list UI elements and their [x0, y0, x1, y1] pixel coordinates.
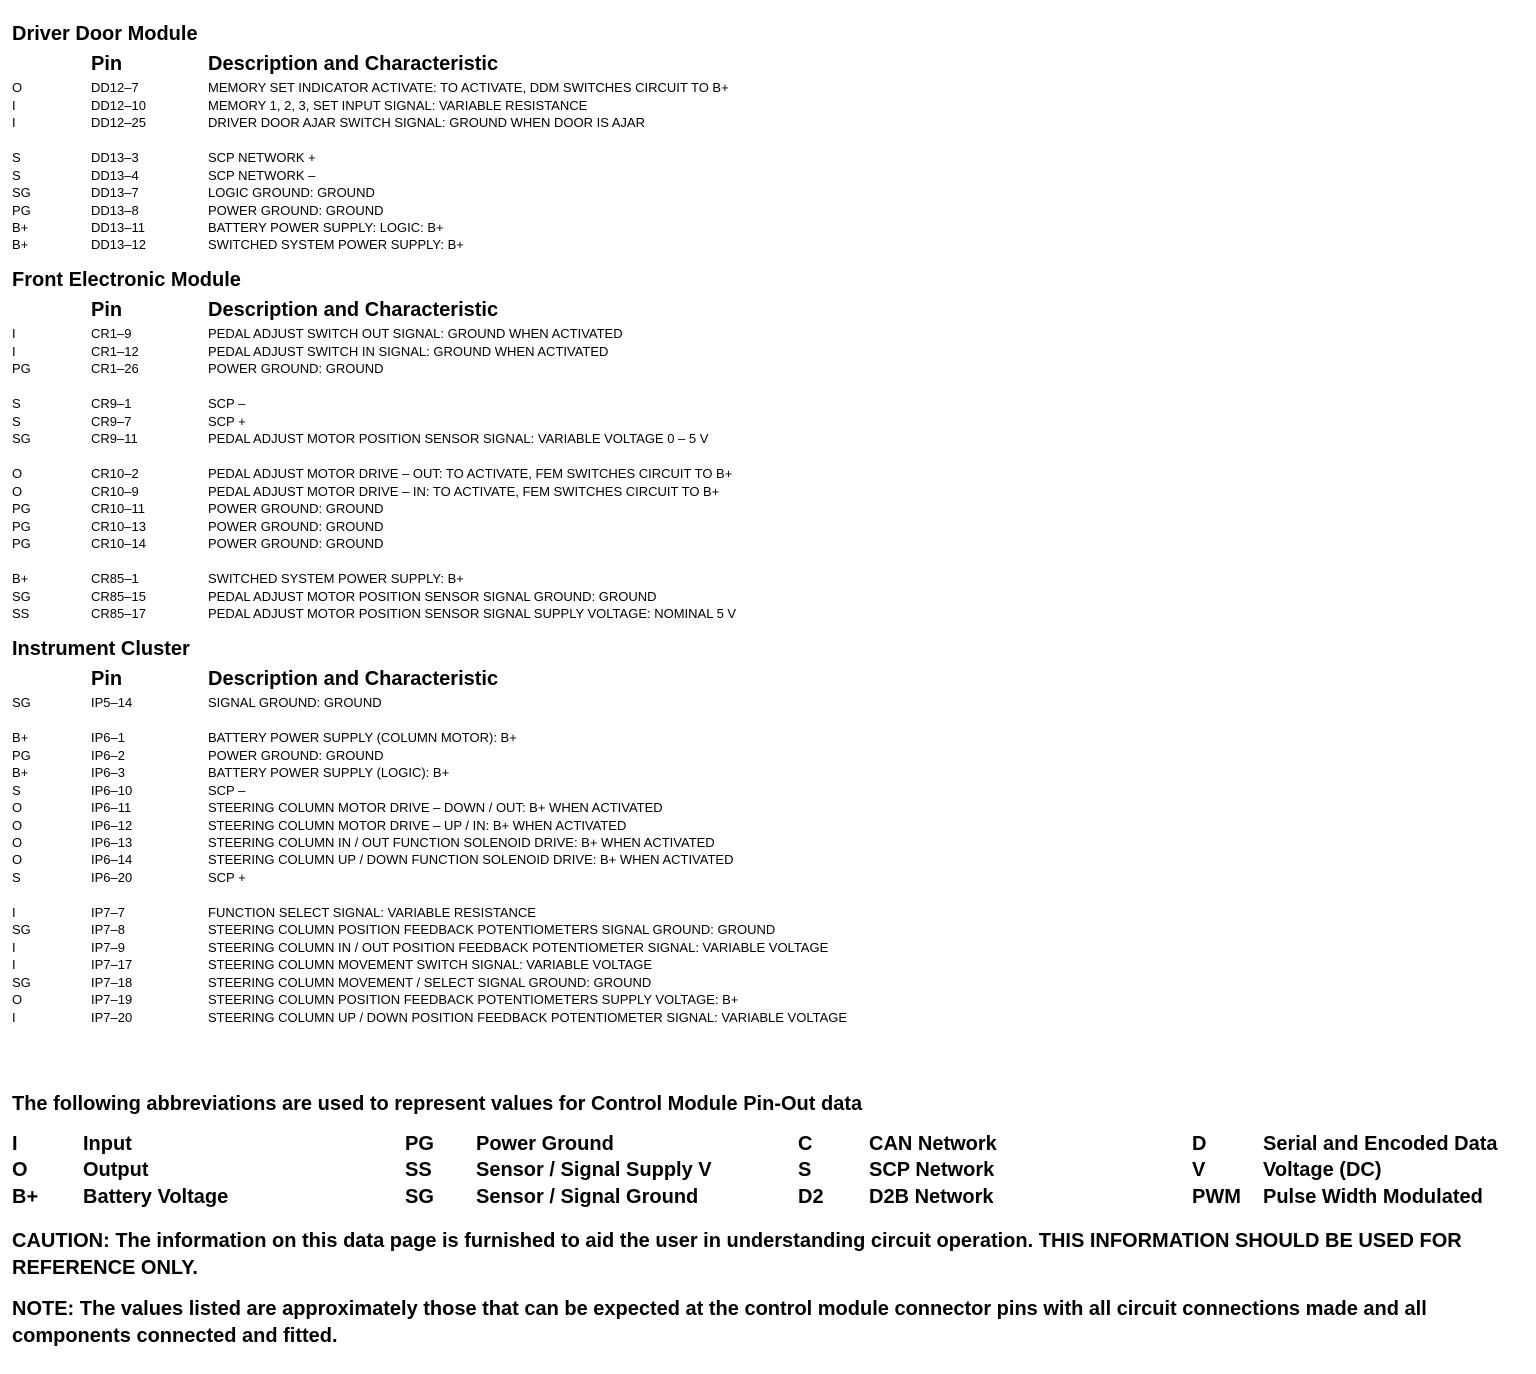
pin-row [0, 974, 1536, 992]
pin-type: SG [12, 589, 31, 604]
pin-type: I [12, 115, 16, 130]
abbreviation-meaning: Sensor / Signal Ground [476, 1186, 699, 1208]
pin-row [0, 97, 1536, 115]
abbreviation-entry [405, 1184, 745, 1210]
abbreviation-meaning: Pulse Width Modulated [1263, 1186, 1483, 1208]
pin-description: STEERING COLUMN MOTOR DRIVE – UP / IN: B+ WHEN ACTIVATED [208, 818, 627, 833]
pin-type: O [12, 818, 23, 833]
abbreviation-code: D [1192, 1133, 1207, 1155]
pin-row [0, 869, 1536, 887]
pin-type: S [12, 870, 21, 885]
pin-number: IP7–19 [91, 992, 133, 1007]
abbreviation-code: SG [405, 1186, 434, 1208]
abbreviation-code: O [12, 1159, 28, 1181]
pin-description: PEDAL ADJUST MOTOR POSITION SENSOR SIGNAL SUPPLY VOLTAGE: NOMINAL 5 V [208, 606, 737, 621]
pin-number: IP6–11 [91, 800, 132, 815]
pin-description: SWITCHED SYSTEM POWER SUPPLY: B+ [208, 571, 464, 586]
abbreviation-entry [1192, 1157, 1532, 1183]
pin-description: STEERING COLUMN UP / DOWN FUNCTION SOLENOID DRIVE: B+ WHEN ACTIVATED [208, 852, 734, 867]
pin-number: DD12–7 [91, 80, 139, 95]
pin-type: O [12, 852, 23, 867]
pin-number: IP6–2 [91, 748, 125, 763]
pin-number: DD13–12 [91, 237, 146, 252]
module-title-instrument-cluster: Instrument Cluster [12, 638, 190, 660]
pin-type: B+ [12, 571, 29, 586]
pin-type: I [12, 326, 16, 341]
pin-type: I [12, 98, 16, 113]
pin-row [0, 149, 1536, 167]
note-text: NOTE: The values listed are approximately those that can be expected at the control module connector pins with all circuit connections made and all components connected and fitted. [12, 1298, 1427, 1347]
pin-row [0, 904, 1536, 922]
pin-type: O [12, 80, 23, 95]
pin-description: PEDAL ADJUST SWITCH IN SIGNAL: GROUND WHEN ACTIVATED [208, 344, 609, 359]
pin-type: PG [12, 536, 31, 551]
abbreviation-entry [798, 1157, 1138, 1183]
pin-row [0, 483, 1536, 501]
pin-number: IP7–7 [91, 905, 125, 920]
pin-number: IP6–12 [91, 818, 133, 833]
abbreviation-code: S [798, 1159, 812, 1181]
pin-type: B+ [12, 765, 29, 780]
pin-row [0, 782, 1536, 800]
pin-row [0, 764, 1536, 782]
pin-description: POWER GROUND: GROUND [208, 519, 384, 534]
pin-type: S [12, 168, 21, 183]
pin-number: IP6–13 [91, 835, 133, 850]
pin-row [0, 114, 1536, 132]
pin-row [0, 939, 1536, 957]
pin-row [0, 518, 1536, 536]
pin-description: SCP NETWORK – [208, 168, 316, 183]
pin-row [0, 729, 1536, 747]
abbreviation-code: D2 [798, 1186, 824, 1208]
pin-number: CR10–9 [91, 484, 139, 499]
pin-description: SCP NETWORK + [208, 150, 316, 165]
pin-number: CR9–7 [91, 414, 132, 429]
pin-description: MEMORY 1, 2, 3, SET INPUT SIGNAL: VARIABLE RESISTANCE [208, 98, 588, 113]
description-column-header: Description and Characteristic [208, 299, 499, 321]
pin-type: O [12, 484, 23, 499]
description-column-header: Description and Characteristic [208, 53, 499, 75]
abbreviation-code: PWM [1192, 1186, 1241, 1208]
pin-description: POWER GROUND: GROUND [208, 536, 384, 551]
pin-row [0, 921, 1536, 939]
pin-number: CR1–26 [91, 361, 139, 376]
pin-description: STEERING COLUMN UP / DOWN POSITION FEEDBACK POTENTIOMETER SIGNAL: VARIABLE VOLTAGE [208, 1010, 848, 1025]
abbreviation-entry [12, 1184, 352, 1210]
abbreviation-code: V [1192, 1159, 1206, 1181]
pin-row [0, 991, 1536, 1009]
pin-row [0, 747, 1536, 765]
pin-number: CR85–1 [91, 571, 139, 586]
pin-type: SG [12, 922, 31, 937]
pin-number: CR1–9 [91, 326, 132, 341]
pin-description: FUNCTION SELECT SIGNAL: VARIABLE RESISTANCE [208, 905, 536, 920]
pin-description: STEERING COLUMN POSITION FEEDBACK POTENTIOMETERS SIGNAL GROUND: GROUND [208, 922, 776, 937]
pin-number: DD13–4 [91, 168, 139, 183]
pin-number: DD12–25 [91, 115, 146, 130]
pin-number: CR85–17 [91, 606, 146, 621]
pin-description: STEERING COLUMN MOVEMENT SWITCH SIGNAL: VARIABLE VOLTAGE [208, 957, 652, 972]
pin-type: I [12, 905, 16, 920]
pin-description: STEERING COLUMN IN / OUT FUNCTION SOLENOID DRIVE: B+ WHEN ACTIVATED [208, 835, 715, 850]
pin-row [0, 535, 1536, 553]
abbreviation-code: SS [405, 1159, 432, 1181]
pin-description: BATTERY POWER SUPPLY (COLUMN MOTOR): B+ [208, 730, 517, 745]
abbreviation-meaning: SCP Network [869, 1159, 995, 1181]
pin-description: STEERING COLUMN POSITION FEEDBACK POTENTIOMETERS SUPPLY VOLTAGE: B+ [208, 992, 739, 1007]
pin-type: B+ [12, 220, 29, 235]
abbreviation-meaning: Output [83, 1159, 149, 1181]
abbreviation-entry [12, 1157, 352, 1183]
pin-column-header: Pin [91, 668, 123, 690]
pin-row [0, 605, 1536, 623]
abbreviation-meaning: D2B Network [869, 1186, 994, 1208]
pin-description: SCP + [208, 414, 246, 429]
pin-row [0, 570, 1536, 588]
pin-description: DRIVER DOOR AJAR SWITCH SIGNAL: GROUND WHEN DOOR IS AJAR [208, 115, 645, 130]
pin-description: BATTERY POWER SUPPLY (LOGIC): B+ [208, 765, 450, 780]
pin-number: CR10–2 [91, 466, 139, 481]
pin-description: POWER GROUND: GROUND [208, 748, 384, 763]
pin-description: PEDAL ADJUST SWITCH OUT SIGNAL: GROUND WHEN ACTIVATED [208, 326, 623, 341]
pin-description: POWER GROUND: GROUND [208, 361, 384, 376]
pin-row [0, 219, 1536, 237]
pin-number: DD13–8 [91, 203, 139, 218]
abbreviation-code: I [12, 1133, 18, 1155]
pin-description: PEDAL ADJUST MOTOR DRIVE – IN: TO ACTIVATE, FEM SWITCHES CIRCUIT TO B+ [208, 484, 720, 499]
caution-text: CAUTION: The information on this data page is furnished to aid the user in understanding circuit operation. THIS INFORMATION SHOULD BE USED FOR REFERENCE ONLY. [12, 1230, 1462, 1279]
pin-number: IP6–3 [91, 765, 125, 780]
pin-type: O [12, 466, 23, 481]
pin-column-header: Pin [91, 53, 123, 75]
abbreviations-intro: The following abbreviations are used to represent values for Control Module Pin-Out data [12, 1093, 863, 1115]
pin-number: CR1–12 [91, 344, 139, 359]
pin-column-header: Pin [91, 299, 123, 321]
pin-row [0, 1009, 1536, 1027]
pin-number: IP6–1 [91, 730, 125, 745]
pin-type: PG [12, 519, 31, 534]
pin-number: IP7–9 [91, 940, 125, 955]
pin-number: IP7–20 [91, 1010, 133, 1025]
abbreviation-meaning: Serial and Encoded Data [1263, 1133, 1498, 1155]
pin-description: SCP – [208, 396, 246, 411]
pin-number: CR9–11 [91, 431, 138, 446]
pin-row [0, 834, 1536, 852]
abbreviation-entry [1192, 1131, 1532, 1157]
pin-type: O [12, 835, 23, 850]
pin-number: IP5–14 [91, 695, 133, 710]
pin-type: PG [12, 203, 31, 218]
pin-row [0, 500, 1536, 518]
pin-number: CR10–14 [91, 536, 146, 551]
abbreviation-entry [405, 1131, 745, 1157]
pin-number: CR10–13 [91, 519, 146, 534]
pin-type: S [12, 783, 21, 798]
pin-type: S [12, 414, 21, 429]
module-title-front-electronic: Front Electronic Module [12, 269, 241, 291]
pin-description: POWER GROUND: GROUND [208, 501, 384, 516]
abbreviation-entry [405, 1157, 745, 1183]
pin-type: SG [12, 431, 31, 446]
pin-description: STEERING COLUMN MOVEMENT / SELECT SIGNAL GROUND: GROUND [208, 975, 652, 990]
pin-row [0, 202, 1536, 220]
pin-type: S [12, 150, 21, 165]
pin-number: DD12–10 [91, 98, 146, 113]
abbreviation-meaning: Battery Voltage [83, 1186, 229, 1208]
pin-number: IP7–17 [91, 957, 133, 972]
pin-type: SG [12, 695, 31, 710]
pin-number: IP7–8 [91, 922, 125, 937]
pin-row [0, 465, 1536, 483]
pin-number: IP7–18 [91, 975, 133, 990]
pin-number: IP6–20 [91, 870, 133, 885]
pin-number: DD13–11 [91, 220, 145, 235]
pin-type: O [12, 800, 23, 815]
pin-row [0, 817, 1536, 835]
pin-description: POWER GROUND: GROUND [208, 203, 384, 218]
abbreviation-entry [1192, 1184, 1532, 1210]
abbreviation-entry [798, 1184, 1138, 1210]
pin-type: O [12, 992, 23, 1007]
pin-number: CR10–11 [91, 501, 145, 516]
pin-type: PG [12, 501, 31, 516]
pin-description: SWITCHED SYSTEM POWER SUPPLY: B+ [208, 237, 464, 252]
pin-number: CR85–15 [91, 589, 146, 604]
pin-description: PEDAL ADJUST MOTOR POSITION SENSOR SIGNAL: VARIABLE VOLTAGE 0 – 5 V [208, 431, 709, 446]
abbreviation-code: B+ [12, 1186, 39, 1208]
pin-description: MEMORY SET INDICATOR ACTIVATE: TO ACTIVATE, DDM SWITCHES CIRCUIT TO B+ [208, 80, 729, 95]
pin-row [0, 360, 1536, 378]
pin-description: BATTERY POWER SUPPLY: LOGIC: B+ [208, 220, 444, 235]
pin-number: IP6–10 [91, 783, 133, 798]
pin-description: SIGNAL GROUND: GROUND [208, 695, 382, 710]
abbreviation-meaning: Power Ground [476, 1133, 614, 1155]
pin-type: I [12, 957, 16, 972]
pin-row [0, 694, 1536, 712]
pin-type: B+ [12, 730, 29, 745]
pin-row [0, 325, 1536, 343]
abbreviation-code: PG [405, 1133, 434, 1155]
abbreviation-code: C [798, 1133, 813, 1155]
pin-type: PG [12, 748, 31, 763]
pin-row [0, 413, 1536, 431]
module-title-driver-door: Driver Door Module [12, 23, 198, 45]
pin-description: SCP + [208, 870, 246, 885]
pin-type: S [12, 396, 21, 411]
pin-description: PEDAL ADJUST MOTOR POSITION SENSOR SIGNAL GROUND: GROUND [208, 589, 657, 604]
pin-type: I [12, 344, 16, 359]
pin-description: STEERING COLUMN IN / OUT POSITION FEEDBACK POTENTIOMETER SIGNAL: VARIABLE VOLTAGE [208, 940, 829, 955]
pin-type: B+ [12, 237, 29, 252]
pin-description: SCP – [208, 783, 246, 798]
description-column-header: Description and Characteristic [208, 668, 499, 690]
pin-row [0, 343, 1536, 361]
pin-type: SG [12, 185, 31, 200]
pin-number: DD13–7 [91, 185, 139, 200]
pin-row [0, 430, 1536, 448]
abbreviation-meaning: CAN Network [869, 1133, 997, 1155]
pin-row [0, 395, 1536, 413]
pin-type: I [12, 940, 16, 955]
pin-row [0, 588, 1536, 606]
pin-number: DD13–3 [91, 150, 139, 165]
pin-number: IP6–14 [91, 852, 133, 867]
pin-row [0, 167, 1536, 185]
pin-row [0, 851, 1536, 869]
pin-row [0, 79, 1536, 97]
pin-row [0, 799, 1536, 817]
pin-description: STEERING COLUMN MOTOR DRIVE – DOWN / OUT: B+ WHEN ACTIVATED [208, 800, 663, 815]
pin-description: LOGIC GROUND: GROUND [208, 185, 375, 200]
pin-type: I [12, 1010, 16, 1025]
abbreviation-entry [12, 1131, 352, 1157]
abbreviation-meaning: Voltage (DC) [1263, 1159, 1382, 1181]
pin-number: CR9–1 [91, 396, 132, 411]
abbreviation-entry [798, 1131, 1138, 1157]
pin-type: SS [12, 606, 30, 621]
pin-type: PG [12, 361, 31, 376]
pin-type: SG [12, 975, 31, 990]
pin-row [0, 236, 1536, 254]
abbreviation-meaning: Sensor / Signal Supply V [476, 1159, 712, 1181]
pin-row [0, 956, 1536, 974]
pin-row [0, 184, 1536, 202]
pin-description: PEDAL ADJUST MOTOR DRIVE – OUT: TO ACTIVATE, FEM SWITCHES CIRCUIT TO B+ [208, 466, 733, 481]
abbreviation-meaning: Input [83, 1133, 132, 1155]
